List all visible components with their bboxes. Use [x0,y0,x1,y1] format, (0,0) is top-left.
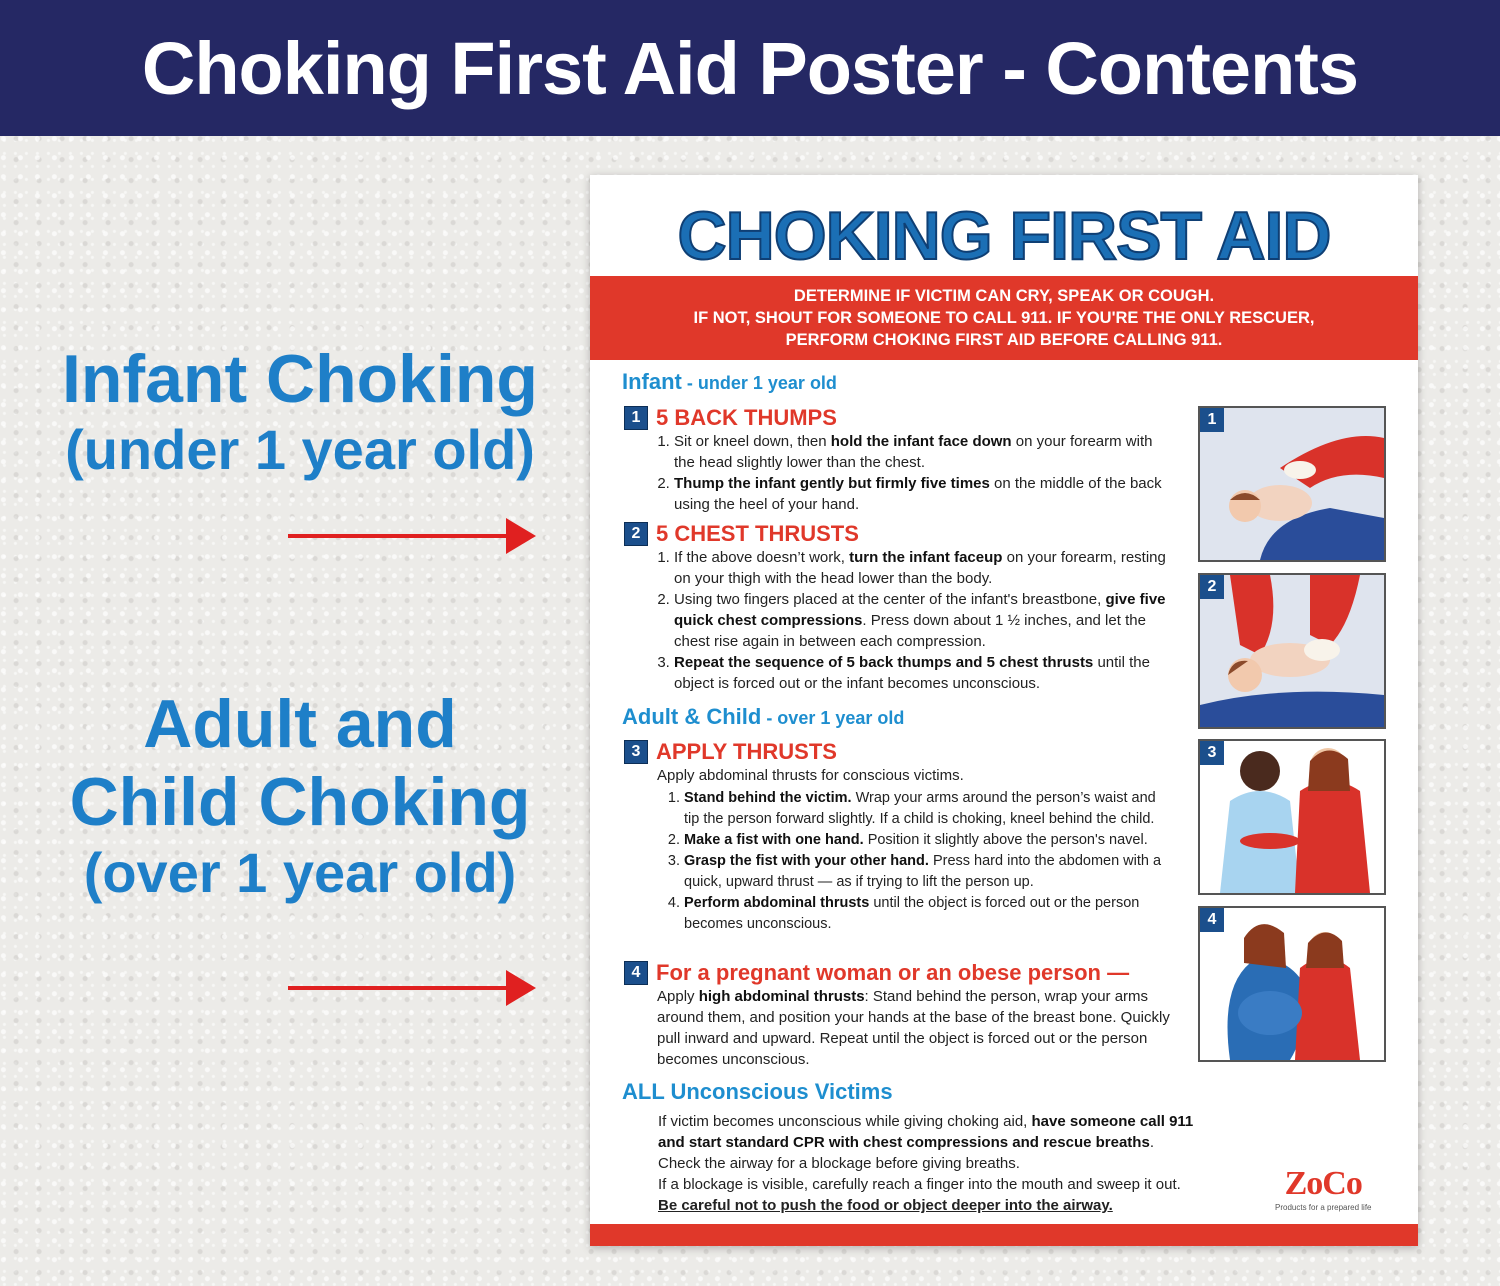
arrow-right-icon [288,986,508,990]
adult-thrusts-illustration [1198,739,1386,895]
illustration-art [1200,575,1384,727]
infant-choking-label [40,340,560,483]
banner-title: Choking First Aid Poster - Contents [141,26,1359,110]
footer-bar [590,1224,1418,1246]
pregnant-thrusts-illustration [1198,906,1386,1062]
step-3-body [666,788,1171,935]
step-4-body: Apply high abdominal thrusts: Stand behind the person, wrap your arms around them, and position your hands at the base of the breast bone. Quickly pull inward and upward. Repeat until the object is forced out or the person becomes unconscious. [657,988,1170,1068]
step-2-body [656,547,1176,694]
step-1 [624,405,837,431]
illustration-art [1200,908,1384,1060]
text-line: Check the airway for a blockage before giving breaths. [658,1155,1020,1172]
infant-back-thumps-illustration [1198,406,1386,562]
top-banner [0,0,1500,136]
list-item: 1. Stand behind the victim. Wrap your arms around the person’s waist and tip the person forward slightly. If a child is choking, kneel behind the child. [684,788,1171,830]
step-title: 5 CHEST THRUSTS [656,521,859,546]
list-item: 4. Perform abdominal thrusts until the object is forced out or the person becomes unconscious. [684,893,1171,935]
adult-heading [622,704,904,730]
illustration-number: 4 [1200,908,1224,932]
poster [590,175,1418,1246]
step-3-intro: Apply abdominal thrusts for conscious victims. [657,767,964,784]
illustration-number: 3 [1200,741,1224,765]
adult-heading-sub: - over 1 year old [761,708,905,728]
list-item: 2. Using two fingers placed at the center of the infant's breastbone, give five quick chest compressions. Press down about 1 ½ inches, and let the chest rise again in between each compression. [674,589,1176,652]
list-item: 3. Repeat the sequence of 5 back thumps and 5 chest thrusts until the object is forced out or the infant becomes unconscious. [674,652,1176,694]
step-number: 3 [624,740,648,764]
step-number: 4 [624,961,648,985]
list-item: 2. Thump the infant gently but firmly five times on the middle of the back using the heel of your hand. [674,473,1176,515]
step-title: For a pregnant woman or an obese person — [656,960,1130,985]
illustration-art [1200,408,1384,560]
illustration-art [1200,741,1384,893]
infant-label-line1: Infant Choking [62,341,538,417]
infant-heading-sub: - under 1 year old [681,373,837,393]
list-item: 2. Make a fist with one hand. Position it slightly above the person's navel. [684,830,1171,851]
illustration-number: 1 [1200,408,1224,432]
adult-label-line1: Adult and [143,686,457,762]
unconscious-heading: ALL Unconscious Victims [622,1079,893,1104]
zoco-logo [1275,1165,1372,1212]
step-1-body [656,431,1176,515]
alert-line: PERFORM CHOKING FIRST AID BEFORE CALLING 911. [785,331,1223,349]
step-number: 2 [624,522,648,546]
logo-name: ZoCo [1284,1165,1362,1202]
list-item: 1. Sit or kneel down, then hold the infant face down on your forearm with the head slightly lower than the chest. [674,431,1176,473]
step-2 [624,521,859,547]
infant-heading-text: Infant [622,369,682,394]
step-number: 1 [624,406,648,430]
arrow-right-icon [288,534,508,538]
text-line: If a blockage is visible, carefully reach a finger into the mouth and sweep it out. [658,1176,1181,1193]
adult-heading-text: Adult & Child [622,704,762,729]
step-title: 5 BACK THUMPS [656,405,837,430]
illustration-number: 2 [1200,575,1224,599]
text-line: Be careful not to push the food or object deeper into the airway. [658,1197,1113,1214]
logo-tagline: Products for a prepared life [1275,1203,1372,1212]
step-title: APPLY THRUSTS [656,739,837,764]
text-line: If victim becomes unconscious while giving choking aid, have someone call 911 and start standard CPR with chest compressions and rescue breaths. [658,1113,1194,1151]
poster-title: CHOKING FIRST AID [677,198,1331,274]
step-4 [624,960,1129,986]
infant-chest-thrusts-illustration [1198,573,1386,729]
alert-box [590,276,1418,360]
infant-heading [622,369,837,395]
adult-choking-label [40,685,560,906]
step-3 [624,739,837,765]
adult-label-line3: (over 1 year old) [83,841,517,905]
adult-label-line2: Child Choking [69,764,531,841]
infant-label-line2: (under 1 year old) [65,418,535,482]
list-item: 1. If the above doesn’t work, turn the infant faceup on your forearm, resting on your thigh with the head lower than the body. [674,547,1176,589]
list-item: 3. Grasp the fist with your other hand. Press hard into the abdomen with a quick, upward thrust — as if trying to lift the person up. [684,851,1171,893]
unconscious-body [658,1111,1198,1216]
alert-line: IF NOT, SHOUT FOR SOMEONE TO CALL 911. IF YOU'RE THE ONLY RESCUER, [693,309,1315,327]
alert-line: DETERMINE IF VICTIM CAN CRY, SPEAK OR COUGH. [793,287,1215,305]
